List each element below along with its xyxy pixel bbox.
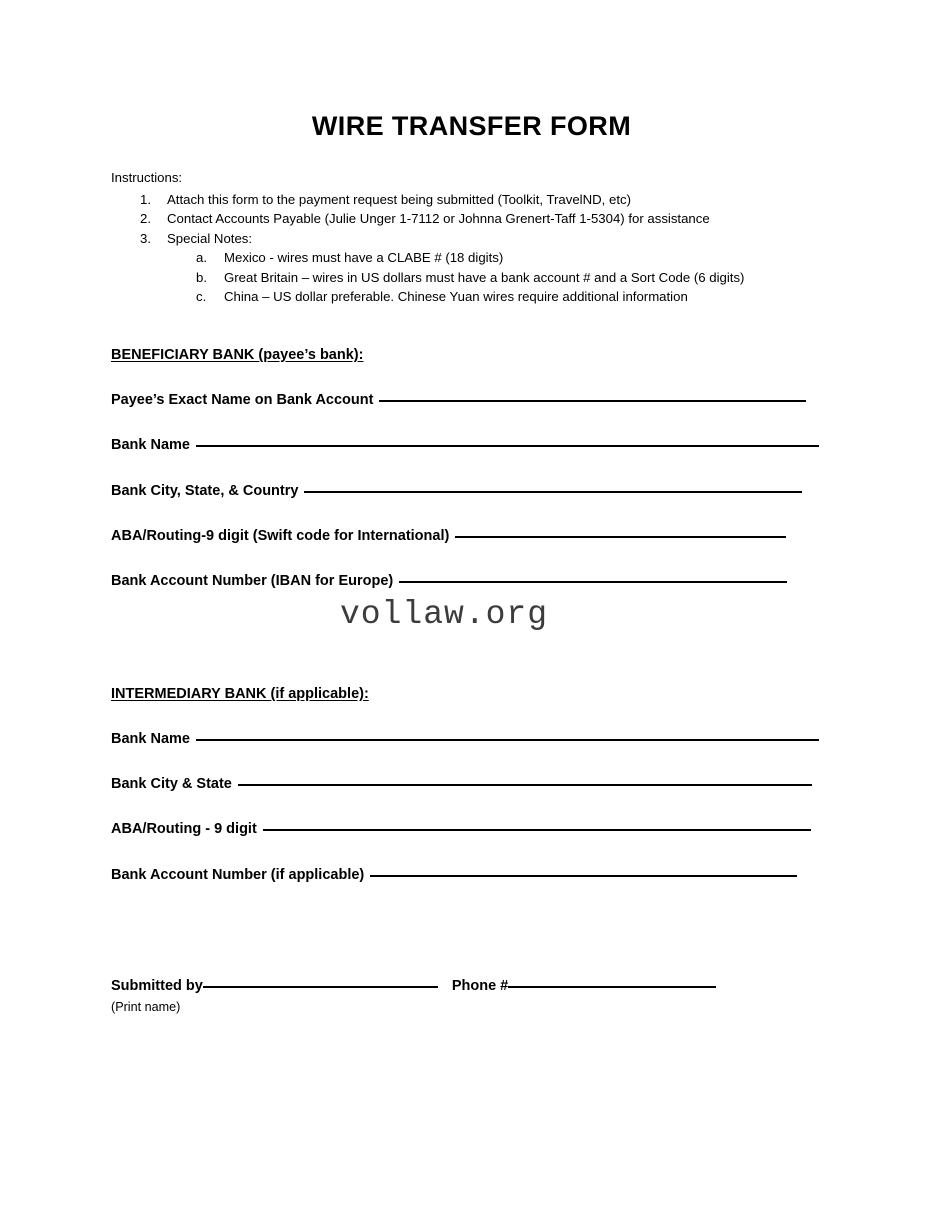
field-label: Bank City & State bbox=[111, 776, 232, 792]
field-write-in-line[interactable] bbox=[263, 829, 811, 831]
field-write-in-line[interactable] bbox=[379, 400, 806, 402]
field-intermediary-aba-routing[interactable] bbox=[111, 821, 811, 837]
watermark-text: vollaw.org bbox=[340, 596, 549, 633]
phone-input-line[interactable] bbox=[508, 986, 716, 988]
phone-label: Phone # bbox=[451, 978, 509, 994]
field-label: Bank Name bbox=[111, 437, 190, 453]
special-note-text: China – US dollar preferable. Chinese Yuan wires require additional information bbox=[224, 289, 688, 304]
field-label: Bank Name bbox=[111, 731, 190, 747]
special-note-marker: c. bbox=[196, 289, 207, 304]
instruction-text: Special Notes: bbox=[167, 230, 253, 246]
field-intermediary-account-number[interactable] bbox=[111, 867, 797, 883]
instruction-marker: 1. bbox=[140, 191, 151, 207]
intermediary-bank-heading: INTERMEDIARY BANK (if applicable): bbox=[111, 686, 369, 702]
field-write-in-line[interactable] bbox=[399, 581, 787, 583]
special-note-marker: a. bbox=[196, 250, 207, 265]
special-note-item-a bbox=[111, 248, 871, 268]
field-label: ABA/Routing - 9 digit bbox=[111, 821, 257, 837]
print-name-note: (Print name) bbox=[111, 1000, 181, 1014]
field-write-in-line[interactable] bbox=[196, 445, 819, 447]
field-write-in-line[interactable] bbox=[196, 739, 819, 741]
field-beneficiary-account-number[interactable] bbox=[111, 573, 787, 589]
instruction-item-2 bbox=[111, 209, 871, 229]
field-label: Bank Account Number (IBAN for Europe) bbox=[111, 573, 394, 589]
instruction-item-3 bbox=[111, 229, 871, 249]
signature-row bbox=[111, 978, 716, 994]
instruction-marker: 3. bbox=[140, 230, 151, 246]
field-label: Bank City, State, & Country bbox=[111, 483, 299, 499]
instruction-item-1 bbox=[111, 190, 871, 210]
special-note-text: Great Britain – wires in US dollars must have a bank account # and a Sort Code (6 digits) bbox=[224, 269, 745, 285]
field-beneficiary-bank-name[interactable] bbox=[111, 437, 819, 453]
special-note-item-c bbox=[111, 287, 871, 307]
instructions-heading: Instructions: bbox=[111, 170, 183, 185]
page-title: WIRE TRANSFER FORM bbox=[311, 111, 632, 141]
field-label: ABA/Routing-9 digit (Swift code for International) bbox=[111, 528, 450, 544]
field-payee-exact-name[interactable] bbox=[111, 392, 806, 408]
submitted-by-label: Submitted by bbox=[111, 978, 203, 994]
instruction-marker: 2. bbox=[140, 211, 151, 226]
instruction-text: Contact Accounts Payable (Julie Unger 1-7112 or Johnna Grenert-Taff 1-5304) for assistance bbox=[167, 211, 710, 226]
instruction-text: Attach this form to the payment request being submitted (Toolkit, TravelND, etc) bbox=[167, 191, 631, 207]
special-note-text: Mexico - wires must have a CLABE # (18 digits) bbox=[224, 250, 504, 265]
field-write-in-line[interactable] bbox=[455, 536, 786, 538]
field-write-in-line[interactable] bbox=[238, 784, 812, 786]
field-label: Payee’s Exact Name on Bank Account bbox=[111, 392, 374, 408]
field-write-in-line[interactable] bbox=[304, 491, 802, 493]
beneficiary-bank-heading: BENEFICIARY BANK (payee’s bank): bbox=[111, 347, 364, 363]
field-beneficiary-bank-city-state-country[interactable] bbox=[111, 483, 802, 499]
field-intermediary-bank-name[interactable] bbox=[111, 731, 819, 747]
instructions-list bbox=[111, 190, 871, 249]
special-notes-list bbox=[111, 248, 871, 307]
special-note-marker: b. bbox=[196, 269, 207, 285]
instructions-block bbox=[111, 168, 871, 307]
field-label: Bank Account Number (if applicable) bbox=[111, 867, 365, 883]
submitted-by-input-line[interactable] bbox=[203, 986, 438, 988]
special-note-item-b bbox=[111, 268, 871, 288]
field-intermediary-bank-city-state[interactable] bbox=[111, 776, 812, 792]
field-beneficiary-aba-routing[interactable] bbox=[111, 528, 786, 544]
field-write-in-line[interactable] bbox=[370, 875, 797, 877]
